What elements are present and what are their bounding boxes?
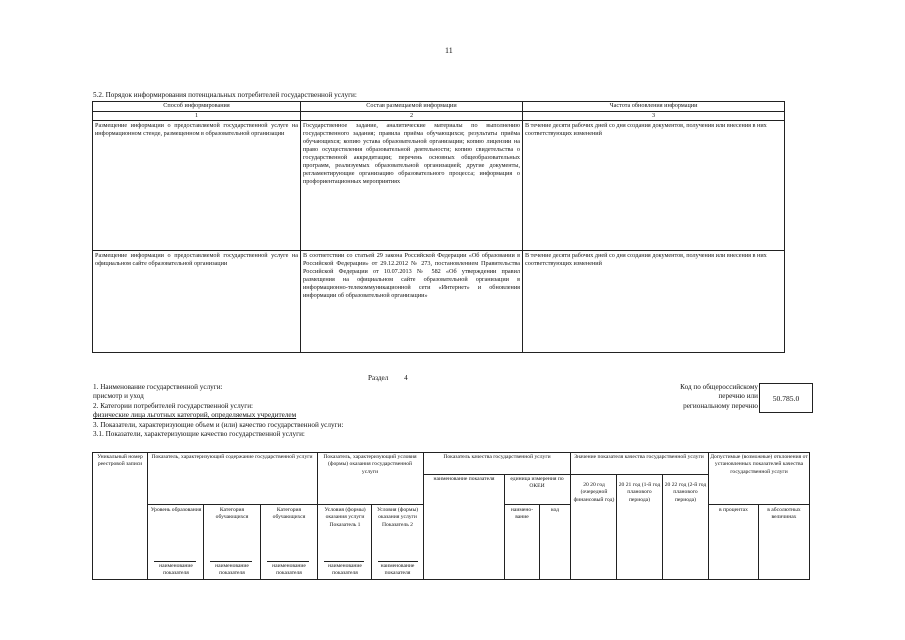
table-row	[93, 251, 785, 353]
indicator-name-label: наименование показателя	[159, 563, 193, 577]
razdel-label: Раздел	[368, 374, 389, 382]
consumer-category-label: 2. Категории потребителей государственной услуги:	[93, 401, 254, 410]
row-frequency: В течение десяти рабочих дней со дня создания документов, получения или внесения в них соответствующих изменений	[523, 121, 785, 251]
column-numbers-row	[93, 112, 785, 121]
service-name-value: присмотр и уход	[93, 392, 144, 401]
indicator-name-label: наименование показателя	[272, 563, 306, 577]
razdel-number: 4	[404, 374, 408, 382]
row-frequency: В течение десяти рабочих дней со дня создания документов, получения или внесения в них соответствующих изменений	[523, 251, 785, 353]
code-label-line-1: Код по общероссийскому	[680, 383, 758, 391]
table-row	[93, 121, 785, 251]
sub-student-category-1: Категория обучающихся	[215, 507, 249, 521]
indicator-name-label: наименование показателя	[215, 563, 249, 577]
code-label-line-2: перечню или	[718, 392, 758, 401]
col-content-indicator: Показатель, характеризующий содержание государственной услуги	[151, 454, 313, 460]
page-number: 11	[445, 46, 453, 55]
col-number-2: 2	[301, 112, 523, 121]
code-label-line-3: региональному перечню	[683, 401, 758, 410]
indicator-name-label: наименование показателя	[380, 563, 415, 577]
registry-code-value: 50.785.0	[759, 383, 813, 413]
quality-indicators-label: 3.1. Показатели, характеризующие качество государственной услуги:	[93, 430, 305, 439]
unit-name: наимено-вание	[510, 507, 534, 521]
sub-student-category-2: Категория обучающихся	[272, 507, 306, 521]
quality-indicators-table	[92, 452, 810, 580]
year-value-3: 20 22 год (2-й год планового периода)	[664, 482, 707, 503]
sub-education-level: Уровень образования	[150, 507, 202, 513]
unit-okei: единица измерения по ОКЕИ	[510, 476, 564, 490]
service-description	[93, 383, 653, 439]
col-number-1: 1	[93, 112, 301, 121]
header-frequency: Частота обновления информации	[523, 102, 785, 112]
year-value-2: 20 21 год (1-й год планового периода)	[618, 482, 661, 503]
row-content: Государственное задание, аналитические материалы по выполнению государственного задания; правила приёма обучающихся; результаты приёма обучающихся; копию устава образовательной организации; копию лицензии на право осуществления образовательной деятельности; копию свидетельства о государственной аккредитации; перечень основных общеобразовательных программ, реализуемых образовательной организацией; другие документы, регламентирующие организацию образовательного процесса; информация о профориентационных мероприятиях	[301, 121, 523, 251]
col-unique-number: Уникальный номер реестровой записи	[97, 454, 143, 468]
service-name-label: 1. Наименование государственной услуги:	[93, 383, 223, 391]
table-header-row	[93, 102, 785, 112]
information-table	[92, 101, 785, 353]
indicators-label: 3. Показатели, характеризующие объем и (или) качество государственной услуги:	[93, 420, 344, 429]
registry-code-label	[650, 383, 758, 411]
header-content: Состав размещаемой информации	[301, 102, 523, 112]
section-title: 5.2. Порядок информирования потенциальных потребителей государственной услуги:	[93, 91, 357, 99]
consumer-category-value: физические лица льготных категорий, определяемых учредителем	[93, 411, 297, 420]
sub-condition-1: Условия (формы) оказания услуги Показатель 1	[324, 507, 366, 528]
col-quality-indicator: Показатель качества государственной услуги	[443, 454, 551, 460]
quality-indicator-name: наименование показателя	[433, 476, 495, 482]
razdel-heading	[368, 374, 408, 382]
header-method: Способ информирования	[93, 102, 301, 112]
year-value-1: 20 20 год (очередной финансовый год)	[573, 482, 615, 503]
row-method: Размещение информации о предоставляемой государственной услуге на официальном сайте образовательной организации	[93, 251, 301, 353]
deviation-absolute: в абсолютных величинах	[767, 507, 801, 521]
col-allowed-deviation: Допустимые (возможные) отклонения от установленных показателей качества государственной услуги	[710, 454, 808, 475]
row-content: В соответствии со статьей 29 закона Российской Федерации «Об образовании в Российской Федерации» от 29.12.2012 № 273, постановлением Правительства Российской Федерации от 10.07.2013 № 582 «Об утверждении правил размещения на официальном сайте образовательной организации в информационно-телекоммуникационной сети «Интернет» и обновления информации об образовательной организации»	[301, 251, 523, 353]
col-indicator-values: Значение показателя качества государственной услуги	[574, 454, 704, 460]
unit-code: код	[551, 507, 559, 513]
indicator-name-label: наименование показателя	[328, 563, 362, 577]
sub-condition-2: Условия (формы) оказания услуги Показатель 2	[376, 507, 419, 528]
col-conditions-indicator: Показатель, характеризующий условия (формы) оказания государственной услуги	[323, 454, 417, 475]
deviation-percent: в процентах	[719, 507, 748, 513]
row-method: Размещение информации о предоставляемой государственной услуге на информационном стенде, размещенном в образовательной организации	[93, 121, 301, 251]
col-number-3: 3	[523, 112, 785, 121]
